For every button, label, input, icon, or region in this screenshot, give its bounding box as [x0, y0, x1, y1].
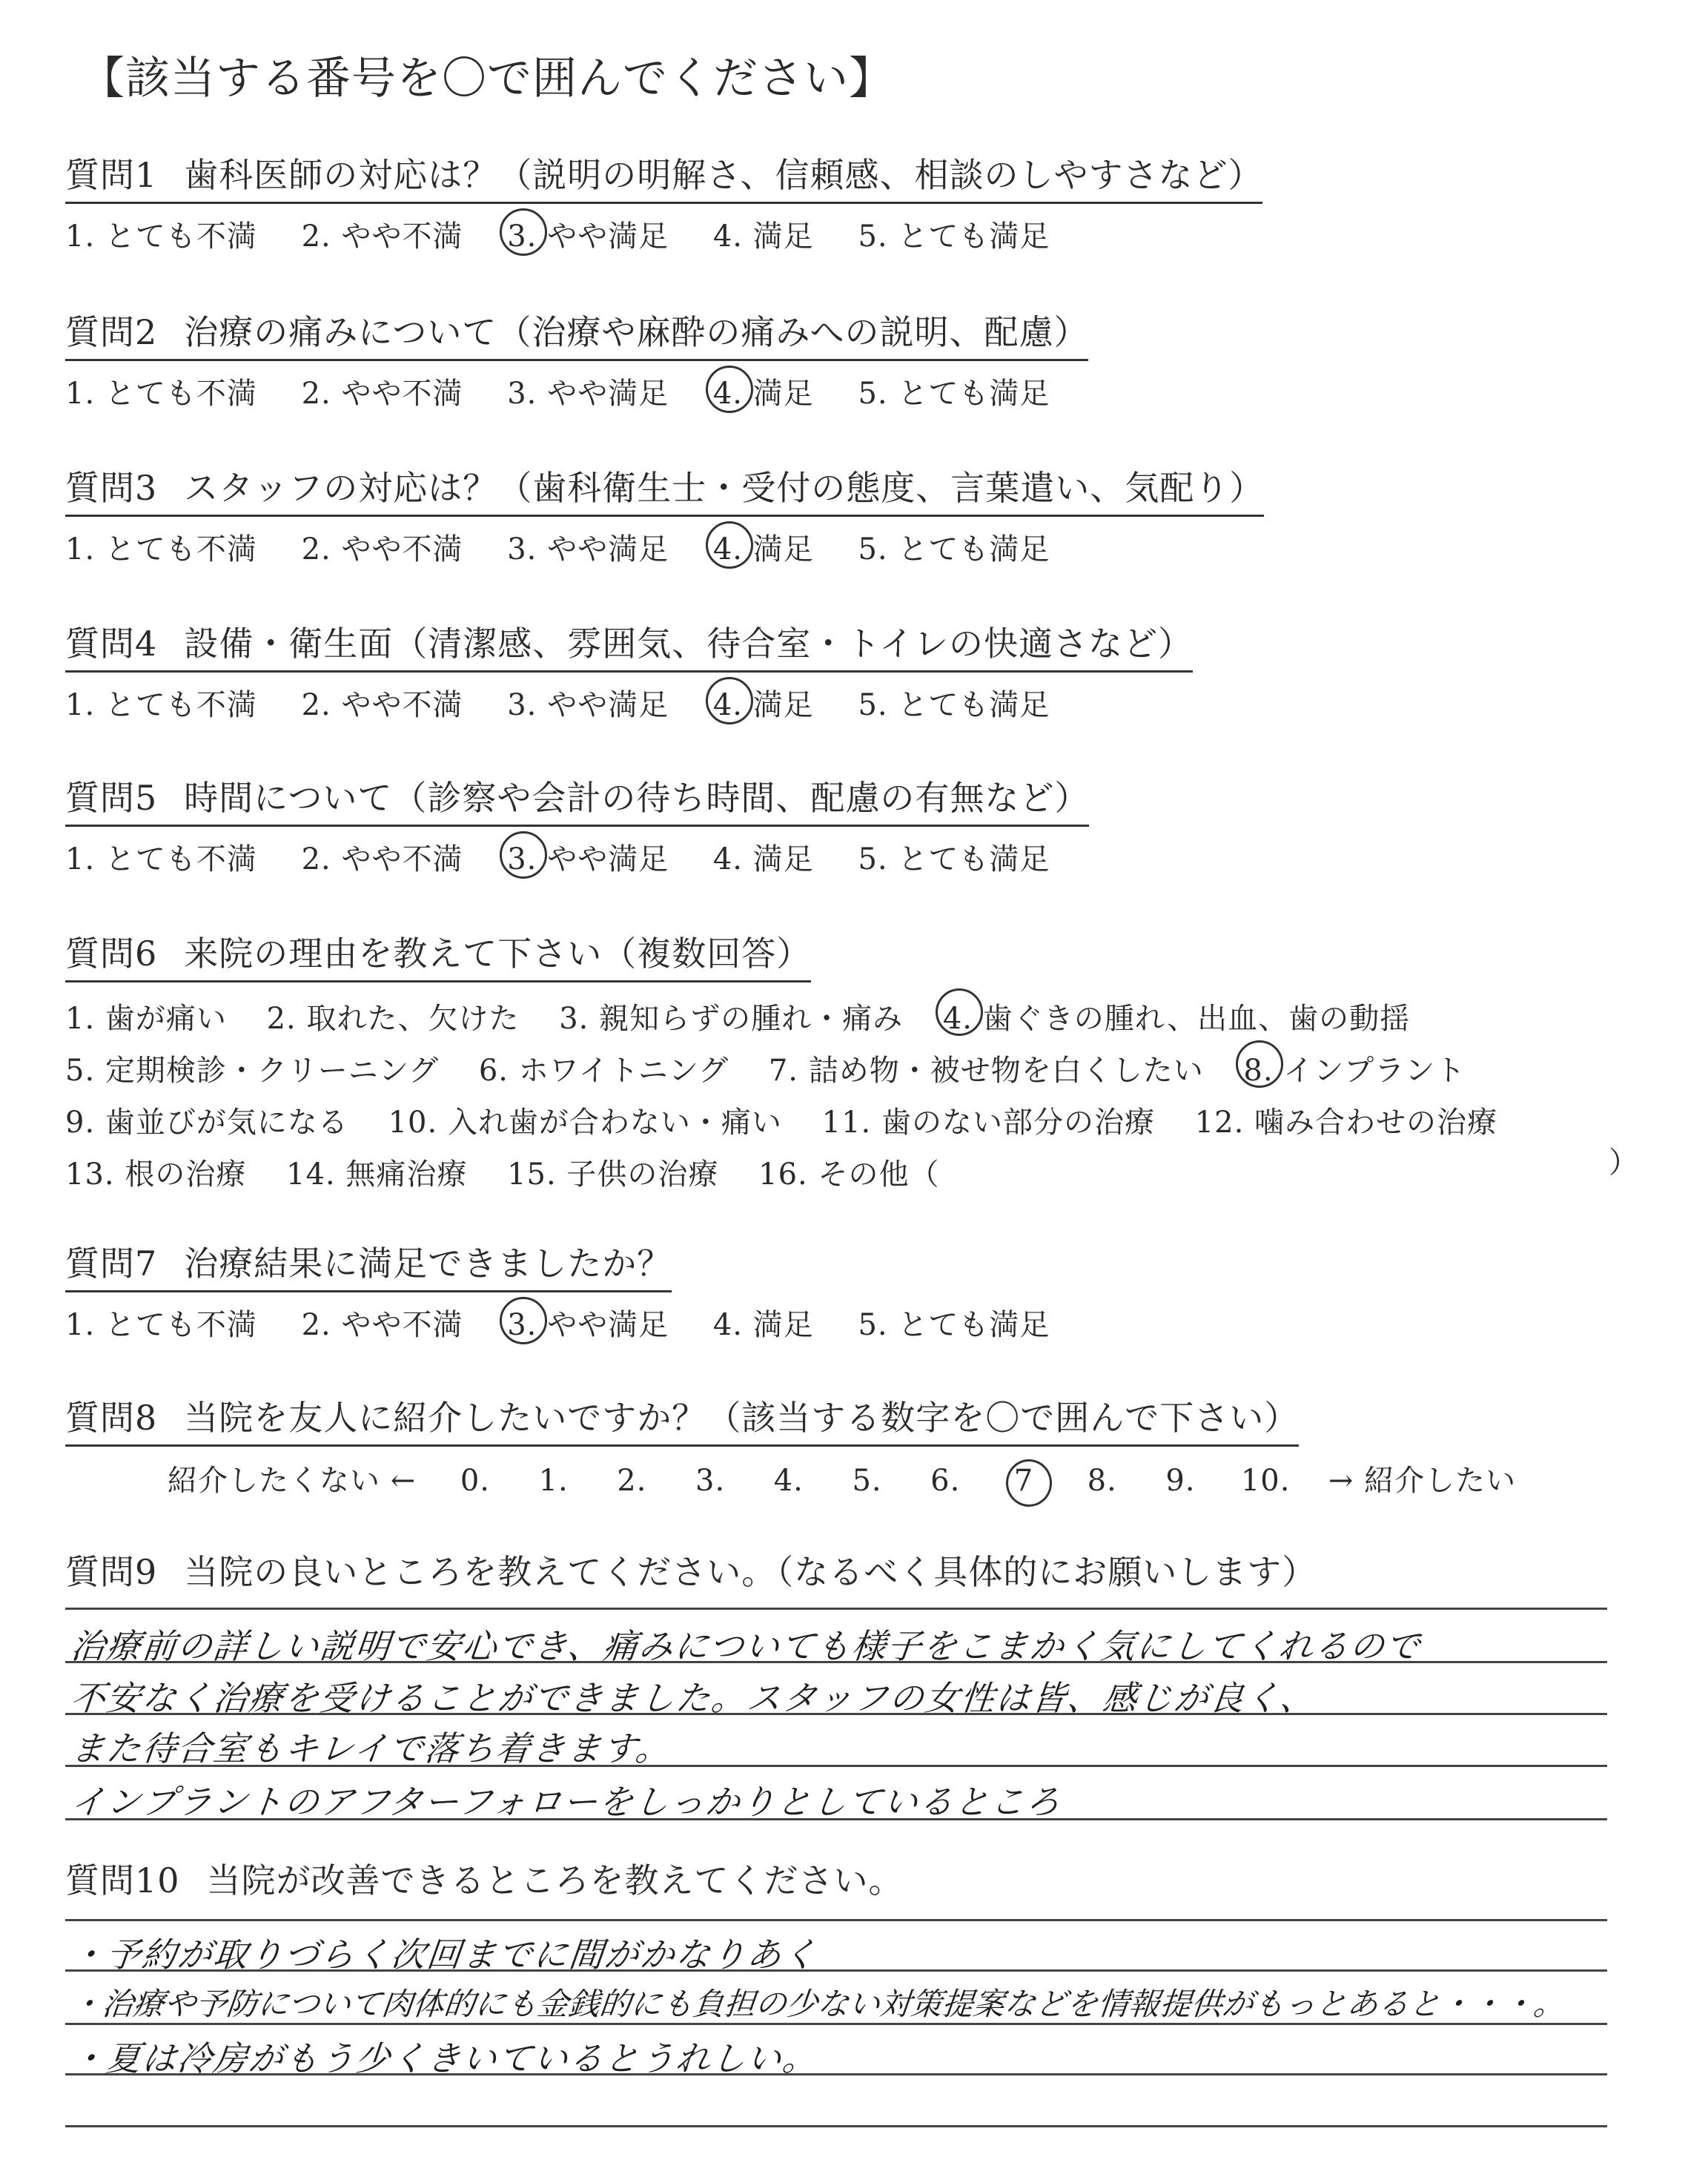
reason-option-11[interactable]: 11. 歯のない部分の治療 [821, 1106, 1155, 1140]
answer-line [65, 1969, 1607, 1972]
reason-option-3[interactable]: 3. 親知らずの腫れ・痛み [559, 1002, 904, 1036]
reason-option-1[interactable]: 1. 歯が痛い [65, 1002, 227, 1036]
scale-option-5[interactable]: 5. [852, 1464, 882, 1498]
q9-answer-line-1[interactable]: 治療前の詳しい説明で安心でき、痛みについても様子をこまかく気にしてくれるので [68, 1626, 1423, 1666]
scale-option-3[interactable]: 3. [695, 1464, 726, 1498]
q10-answer-line-3[interactable]: ・夏は冷房がもう少くきいているとうれしい。 [68, 2038, 821, 2078]
question-8-label [65, 1391, 1299, 1447]
option-2[interactable]: 2. やや不満 [301, 1308, 463, 1342]
question-text: 来院の理由を教えて下さい（複数回答） [184, 934, 812, 974]
option-1[interactable]: 1. とても不満 [65, 219, 257, 254]
answer-line [65, 1608, 1607, 1610]
reason-option-12[interactable]: 12. 噛み合わせの治療 [1194, 1106, 1498, 1140]
question-10-label [65, 1854, 904, 1907]
option-2[interactable]: 2. やや不満 [301, 219, 463, 254]
option-5[interactable]: 5. とても満足 [858, 532, 1050, 567]
scale-option-0[interactable]: 0. [460, 1464, 491, 1498]
option-5[interactable]: 5. とても満足 [858, 219, 1050, 254]
question-text: 設備・衛生面（清潔感、雰囲気、待合室・トイレの快適さなど） [184, 624, 1193, 664]
answer-line [65, 1661, 1607, 1663]
question-number: 質問7 [65, 1244, 158, 1284]
reason-option-4[interactable]: 4. 歯ぐきの腫れ、出血、歯の動揺 [943, 993, 1410, 1045]
option-3[interactable]: 3. やや満足 [507, 836, 669, 878]
scale-option-6[interactable]: 6. [930, 1464, 961, 1498]
answer-options [65, 836, 1089, 878]
question-8 [65, 1391, 1516, 1499]
option-3[interactable]: 3. やや満足 [507, 1301, 669, 1344]
reason-option-15[interactable]: 15. 子供の治療 [507, 1157, 719, 1192]
reason-option-6[interactable]: 6. ホワイトニング [478, 1054, 729, 1088]
option-3[interactable]: 3. やや満足 [507, 688, 669, 722]
question-text: 歯科医師の対応は？（説明の明解さ、信頼感、相談のしやすさなど） [184, 155, 1263, 195]
q9-answer-line-4[interactable]: インプラントのアフターフォローをしっかりとしているところ [68, 1782, 1064, 1822]
answer-line [65, 1818, 1607, 1820]
question-3-label [65, 461, 1264, 517]
answer-options [65, 526, 1264, 568]
scale-right-label: → 紹介したい [1328, 1464, 1517, 1498]
question-7 [65, 1237, 1084, 1344]
option-4[interactable]: 4. 満足 [712, 1308, 814, 1342]
option-1[interactable]: 1. とても不満 [65, 842, 257, 876]
scale-option-8[interactable]: 8. [1087, 1464, 1117, 1498]
reason-row [65, 993, 1527, 1045]
option-2[interactable]: 2. やや不満 [301, 532, 463, 567]
scale-option-7[interactable]: 7 [990, 1464, 1058, 1498]
question-number: 質問9 [65, 1552, 158, 1592]
question-number: 質問8 [65, 1398, 158, 1438]
reason-option-5[interactable]: 5. 定期検診・クリーニング [65, 1054, 440, 1088]
option-5[interactable]: 5. とても満足 [858, 1308, 1050, 1342]
answer-line [65, 2125, 1607, 2127]
question-number: 質問2 [65, 312, 158, 352]
reason-option-14[interactable]: 14. 無痛治療 [286, 1157, 468, 1192]
question-text: 当院を友人に紹介したいですか？（該当する数字を〇で囲んで下さい） [184, 1398, 1300, 1438]
answer-line [65, 2073, 1607, 2075]
option-2[interactable]: 2. やや不満 [301, 688, 463, 722]
q10-answer-line-1[interactable]: ・予約が取りづらく次回までに間がかなりあく [68, 1935, 821, 1975]
question-number: 質問4 [65, 624, 158, 664]
scale-left-label: 紹介したくない ← [168, 1464, 417, 1498]
question-1-label [65, 148, 1262, 204]
reason-option-13[interactable]: 13. 根の治療 [65, 1157, 247, 1192]
question-1 [65, 148, 1262, 255]
option-5[interactable]: 5. とても満足 [858, 688, 1050, 722]
question-9 [65, 1545, 1317, 1599]
option-4[interactable]: 4. 満足 [712, 842, 814, 876]
page-title: 【該当する番号を〇で囲んでください】 [80, 53, 894, 105]
option-4[interactable]: 4. 満足 [713, 370, 814, 412]
question-9-label [65, 1545, 1317, 1599]
question-text: 時間について（診察や会計の待ち時間、配慮の有無など） [184, 778, 1090, 818]
scale-option-10[interactable]: 10. [1240, 1464, 1291, 1498]
answer-options [65, 370, 1088, 412]
option-1[interactable]: 1. とても不満 [65, 1308, 257, 1342]
reason-option-10[interactable]: 10. 入れ歯が合わない・痛い [388, 1106, 782, 1140]
question-number: 質問5 [65, 778, 158, 818]
question-2 [65, 305, 1088, 412]
option-4[interactable]: 4. 満足 [712, 219, 814, 254]
option-3[interactable]: 3. やや満足 [507, 213, 669, 255]
recommend-scale [65, 1457, 1516, 1499]
answer-options [65, 1301, 1084, 1344]
reason-option-16[interactable]: 16. その他（ [758, 1157, 940, 1192]
other-close-paren: ） [1609, 1146, 1638, 1180]
scale-option-9[interactable]: 9. [1165, 1464, 1196, 1498]
option-5[interactable]: 5. とても満足 [858, 842, 1050, 876]
reason-options [65, 993, 1527, 1200]
question-2-label [65, 305, 1088, 361]
reason-option-9[interactable]: 9. 歯並びが気になる [65, 1106, 348, 1140]
scale-option-1[interactable]: 1. [538, 1464, 569, 1498]
option-2[interactable]: 2. やや不満 [301, 377, 463, 411]
answer-line [65, 1919, 1607, 1921]
question-7-label [65, 1237, 672, 1292]
option-3[interactable]: 3. やや満足 [507, 532, 669, 567]
q9-answer-line-3[interactable]: また待合室もキレイで落ち着きます。 [68, 1728, 674, 1768]
option-4[interactable]: 4. 満足 [713, 526, 814, 568]
question-5 [65, 771, 1089, 878]
answer-options [65, 213, 1262, 255]
answer-line [65, 1713, 1607, 1715]
option-2[interactable]: 2. やや不満 [301, 842, 463, 876]
question-number: 質問10 [65, 1860, 180, 1900]
question-6-label [65, 927, 811, 982]
question-4-label [65, 617, 1193, 673]
answer-options [65, 681, 1193, 724]
option-4[interactable]: 4. 満足 [713, 681, 814, 724]
option-3[interactable]: 3. やや満足 [507, 377, 669, 411]
question-4 [65, 617, 1193, 724]
reason-row [65, 1149, 1527, 1200]
q9-answer-line-2[interactable]: 不安なく治療を受けることができました。スタッフの女性は皆、感じが良く、 [68, 1678, 1318, 1718]
question-text: 治療の痛みについて（治療や麻酔の痛みへの説明、配慮） [184, 312, 1089, 352]
question-10 [65, 1854, 904, 1907]
question-5-label [65, 771, 1089, 827]
scale-option-2[interactable]: 2. [617, 1464, 647, 1498]
question-6 [65, 927, 1527, 1200]
reason-row [65, 1045, 1527, 1097]
option-1[interactable]: 1. とても不満 [65, 377, 257, 411]
reason-option-7[interactable]: 7. 詰め物・被せ物を白くしたい [768, 1054, 1204, 1088]
answer-line [65, 1765, 1607, 1767]
question-text: 治療結果に満足できましたか？ [184, 1244, 672, 1284]
reason-row [65, 1097, 1527, 1149]
question-text: スタッフの対応は？（歯科衛生士・受付の態度、言葉遣い、気配り） [184, 468, 1265, 508]
reason-option-8[interactable]: 8. インプラント [1243, 1045, 1466, 1097]
option-1[interactable]: 1. とても不満 [65, 688, 257, 722]
question-text: 当院が改善できるところを教えてください。 [206, 1860, 904, 1900]
question-text: 当院の良いところを教えてください。（なるべく具体的にお願いします） [184, 1552, 1317, 1592]
question-number: 質問3 [65, 468, 158, 508]
scale-option-4[interactable]: 4. [773, 1464, 804, 1498]
q10-answer-line-2[interactable]: ・治療や予防について肉体的にも金銭的にも負担の少ない対策提案などを情報提供がもっとあると・・・。 [69, 1986, 1567, 2022]
question-3 [65, 461, 1264, 568]
question-number: 質問1 [65, 155, 158, 195]
answer-line [65, 2023, 1607, 2025]
question-number: 質問6 [65, 934, 158, 974]
reason-option-2[interactable]: 2. 取れた、欠けた [266, 1002, 520, 1036]
option-1[interactable]: 1. とても不満 [65, 532, 257, 567]
option-5[interactable]: 5. とても満足 [858, 377, 1050, 411]
